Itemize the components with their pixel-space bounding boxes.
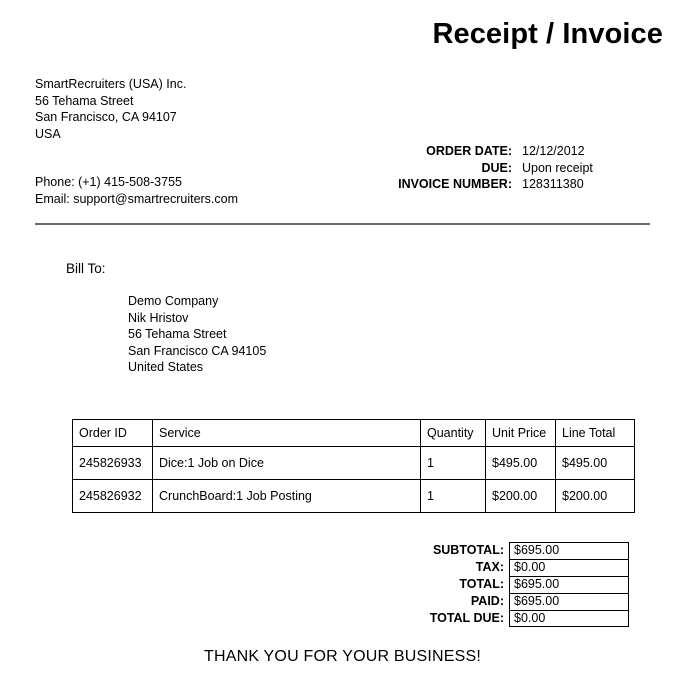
page-title: Receipt / Invoice	[432, 18, 663, 50]
bill-to-address-block	[128, 293, 266, 376]
company-phone: Phone: (+1) 415-508-3755	[35, 175, 182, 189]
company-address-line: SmartRecruiters (USA) Inc.	[35, 77, 187, 91]
column-header-service: Service	[153, 420, 421, 447]
column-header-order-id: Order ID	[73, 420, 153, 447]
bill-to-heading: Bill To:	[66, 261, 106, 276]
order-date-label: ORDER DATE:	[426, 144, 512, 158]
company-address-line: San Francisco, CA 94107	[35, 110, 177, 124]
total-label: TOTAL:	[459, 577, 504, 591]
cell-unit-price: $495.00	[486, 447, 556, 480]
due-value: Upon receipt	[522, 160, 593, 175]
bill-to-contact-name: Nik Hristov	[128, 310, 189, 325]
column-header-quantity: Quantity	[421, 420, 486, 447]
line-items-table	[72, 419, 635, 513]
invoice-number-label: INVOICE NUMBER:	[398, 177, 512, 191]
total-row	[390, 576, 629, 593]
total-due-row	[390, 610, 629, 627]
column-header-line-total: Line Total	[556, 420, 635, 447]
cell-line-total: $495.00	[556, 447, 635, 480]
cell-order-id: 245826933	[73, 447, 153, 480]
column-header-unit-price: Unit Price	[486, 420, 556, 447]
company-email: Email: support@smartrecruiters.com	[35, 191, 239, 206]
bill-to-street: 56 Tehama Street	[128, 327, 227, 341]
cell-order-id: 245826932	[73, 480, 153, 513]
order-date-value: 12/12/2012	[522, 144, 585, 158]
bill-to-country: United States	[128, 360, 204, 374]
tax-row	[390, 559, 629, 576]
invoice-number-row	[300, 176, 634, 193]
table-row	[73, 447, 635, 480]
paid-row	[390, 593, 629, 610]
header-divider	[35, 223, 650, 225]
subtotal-row	[390, 542, 629, 559]
bill-to-city-state-zip: San Francisco CA 94105	[128, 343, 267, 358]
company-address-block	[35, 76, 186, 142]
total-value: $695.00	[509, 576, 629, 593]
cell-service: CrunchBoard:1 Job Posting	[153, 480, 421, 513]
tax-label: TAX:	[475, 560, 504, 574]
company-contact-block	[35, 174, 238, 207]
subtotal-value: $695.00	[509, 542, 629, 559]
paid-value: $695.00	[509, 593, 629, 610]
tax-value: $0.00	[509, 559, 629, 576]
cell-line-total: $200.00	[556, 480, 635, 513]
paid-label: PAID:	[470, 594, 504, 608]
total-due-value: $0.00	[509, 610, 629, 627]
due-row	[300, 160, 634, 177]
company-address-line: USA	[35, 126, 61, 141]
table-row	[73, 480, 635, 513]
order-metadata	[300, 143, 634, 193]
cell-quantity: 1	[421, 447, 486, 480]
due-label: DUE:	[481, 160, 512, 175]
invoice-number-value: 128311380	[522, 177, 584, 191]
subtotal-label: SUBTOTAL:	[432, 543, 504, 557]
totals-section	[390, 542, 629, 627]
bill-to-company: Demo Company	[128, 294, 219, 308]
cell-unit-price: $200.00	[486, 480, 556, 513]
company-address-line: 56 Tehama Street	[35, 93, 134, 108]
order-date-row	[300, 143, 634, 160]
table-header-row	[73, 420, 635, 447]
thank-you-message: THANK YOU FOR YOUR BUSINESS!	[203, 648, 482, 665]
cell-service: Dice:1 Job on Dice	[153, 447, 421, 480]
total-due-label: TOTAL DUE:	[429, 611, 504, 625]
cell-quantity: 1	[421, 480, 486, 513]
